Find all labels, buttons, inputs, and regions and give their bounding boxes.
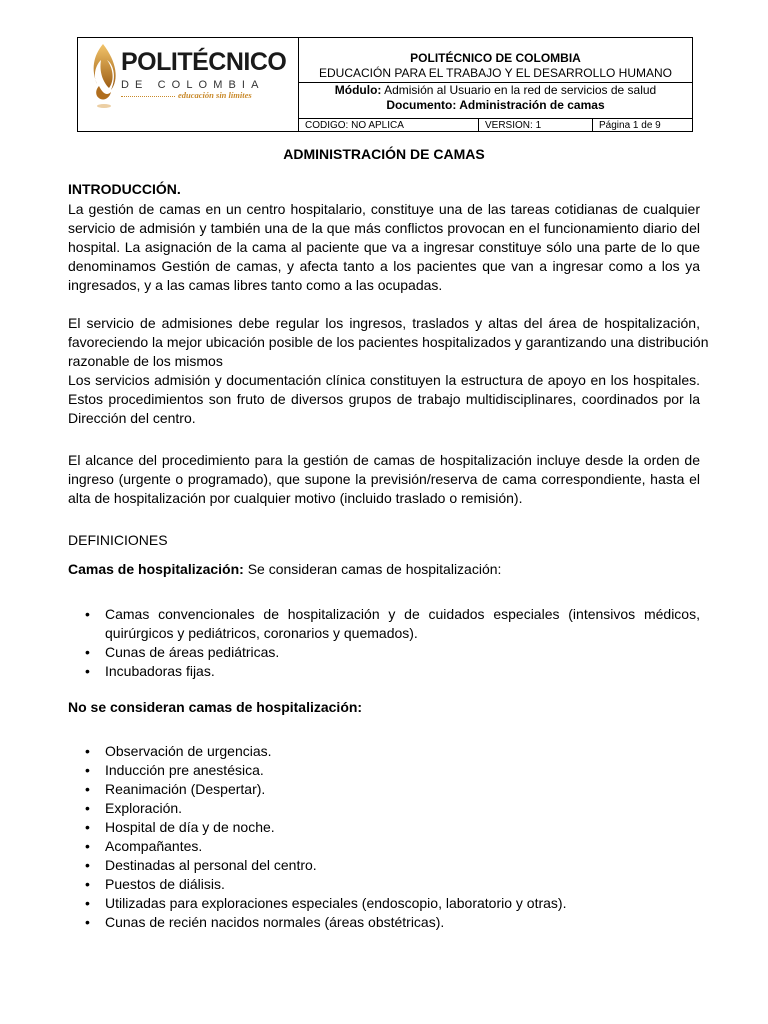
intro-paragraph-2	[68, 314, 709, 428]
bullet-icon: •	[85, 781, 90, 797]
list-item-text: Hospital de día y de noche.	[105, 819, 275, 835]
bullet-icon: •	[85, 895, 90, 911]
list-item-text: Destinadas al personal del centro.	[105, 857, 317, 873]
list-item	[68, 761, 700, 780]
list-item	[68, 894, 700, 913]
text-line: hospital. La asignación de la cama al paciente que va a ingresar constituye sólo una parte de lo que	[68, 239, 700, 255]
document-header	[77, 37, 693, 132]
list-item-text: Utilizadas para exploraciones especiales (endoscopio, laboratorio y otras).	[105, 895, 567, 911]
bullet-icon: •	[85, 914, 90, 930]
bullet-icon: •	[85, 838, 90, 854]
camas-list	[68, 605, 700, 681]
intro-paragraph-3	[68, 451, 700, 508]
list-item	[68, 913, 700, 932]
logo-name: POLITÉCNICO	[121, 48, 287, 76]
document-line: Documento: Administración de camas	[386, 98, 605, 112]
list-item	[68, 837, 700, 856]
definitions-heading: DEFINICIONES	[68, 532, 168, 548]
list-item-text: Observación de urgencias.	[105, 743, 272, 759]
no-camas-heading: No se consideran camas de hospitalización:	[68, 699, 363, 715]
list-item	[68, 875, 700, 894]
text-line: quirúrgicos y pediátricos, coronarios y quemados).	[105, 625, 418, 641]
document-title: ADMINISTRACIÓN DE CAMAS	[283, 146, 485, 162]
text-line: ingreso (urgente o programado), que supone la previsión/reserva de cama correspondiente, hasta el	[68, 471, 700, 487]
bullet-icon: •	[85, 663, 90, 679]
list-item	[68, 856, 700, 875]
list-item	[68, 780, 700, 799]
bullet-icon: •	[85, 876, 90, 892]
bullet-icon: •	[85, 743, 90, 759]
text-line: La gestión de camas en un centro hospitalario, constituye una de las tareas cotidianas de cualquier	[68, 201, 700, 217]
camas-text: Se consideran camas de hospitalización:	[243, 561, 502, 577]
text-line: servicio de admisión y también una de la que más conflictos provocan en el funcionamiento diario del	[68, 220, 700, 236]
module-value: Admisión al Usuario en la red de servicios de salud	[381, 83, 657, 97]
list-item-text: Reanimación (Despertar).	[105, 781, 266, 797]
list-item	[68, 643, 700, 662]
text-line: Incubadoras fijas.	[105, 663, 215, 679]
list-item-text: Acompañantes.	[105, 838, 203, 854]
text-line: denominamos Gestión de camas, y afecta tanto a los pacientes que van a ingresar como a los ya	[68, 258, 700, 274]
list-item-text: Cunas de recién nacidos normales (áreas obstétricas).	[105, 914, 445, 930]
module-label: Módulo:	[334, 83, 382, 97]
bullet-icon: •	[85, 819, 90, 835]
intro-heading: INTRODUCCIÓN.	[68, 181, 181, 197]
text-line: Cunas de áreas pediátricas.	[105, 644, 280, 660]
module-line	[299, 83, 692, 98]
text-line: El servicio de admisiones debe regular los ingresos, traslados y altas del área de hospitalización,	[68, 315, 700, 331]
list-item	[68, 799, 700, 818]
logo-tagline: educación sin límites	[178, 90, 252, 100]
camas-definition	[68, 561, 501, 577]
code-cell: CODIGO: NO APLICA	[299, 119, 479, 132]
text-line: El alcance del procedimiento para la gestión de camas de hospitalización incluye desde la orden de	[68, 452, 700, 468]
text-line: Estos procedimientos son fruto de diversos grupos de trabajo multidisciplinares, coordinados por la	[68, 391, 700, 407]
text-line: Los servicios admisión y documentación clínica constituyen la estructura de apoyo en los hospitales.	[68, 372, 700, 388]
list-item-text: Exploración.	[105, 800, 183, 816]
header-codes-row	[299, 118, 692, 132]
list-item	[68, 818, 700, 837]
bullet-icon: •	[85, 800, 90, 816]
institution-subtitle: EDUCACIÓN PARA EL TRABAJO Y EL DESARROLLO HUMANO	[319, 66, 672, 80]
intro-paragraph-1	[68, 200, 700, 295]
logo	[78, 38, 299, 131]
bullet-icon: •	[85, 606, 90, 622]
text-line: ingresados, y a las camas libres tanto como a las ocupadas.	[68, 277, 443, 293]
camas-label: Camas de hospitalización:	[68, 561, 244, 577]
institution-name: POLITÉCNICO DE COLOMBIA	[410, 51, 581, 65]
header-info	[299, 38, 692, 131]
no-camas-list	[68, 742, 700, 932]
text-line: Dirección del centro.	[68, 410, 196, 426]
text-line: alta de hospitalización por cualquier motivo (incluido traslado o remisión).	[68, 490, 523, 506]
list-item-text: Puestos de diálisis.	[105, 876, 225, 892]
bullet-icon: •	[85, 762, 90, 778]
list-item	[68, 742, 700, 761]
list-item-text: Inducción pre anestésica.	[105, 762, 264, 778]
page-number-cell: Página 1 de 9	[599, 120, 661, 131]
text-line: Camas convencionales de hospitalización y de cuidados especiales (intensivos médicos,	[105, 606, 700, 622]
bullet-icon: •	[85, 644, 90, 660]
text-line: favoreciendo la mejor ubicación posible de los pacientes hospitalizados y garantizando una distribución	[68, 334, 709, 350]
bullet-icon: •	[85, 857, 90, 873]
version-cell: VERSION: 1	[479, 119, 593, 132]
list-item	[68, 605, 700, 643]
logo-divider	[121, 96, 175, 97]
logo-subname: DE COLOMBIA	[121, 79, 265, 91]
text-line: razonable de los mismos	[68, 353, 223, 369]
flame-logo-icon	[89, 42, 119, 120]
list-item	[68, 662, 700, 681]
